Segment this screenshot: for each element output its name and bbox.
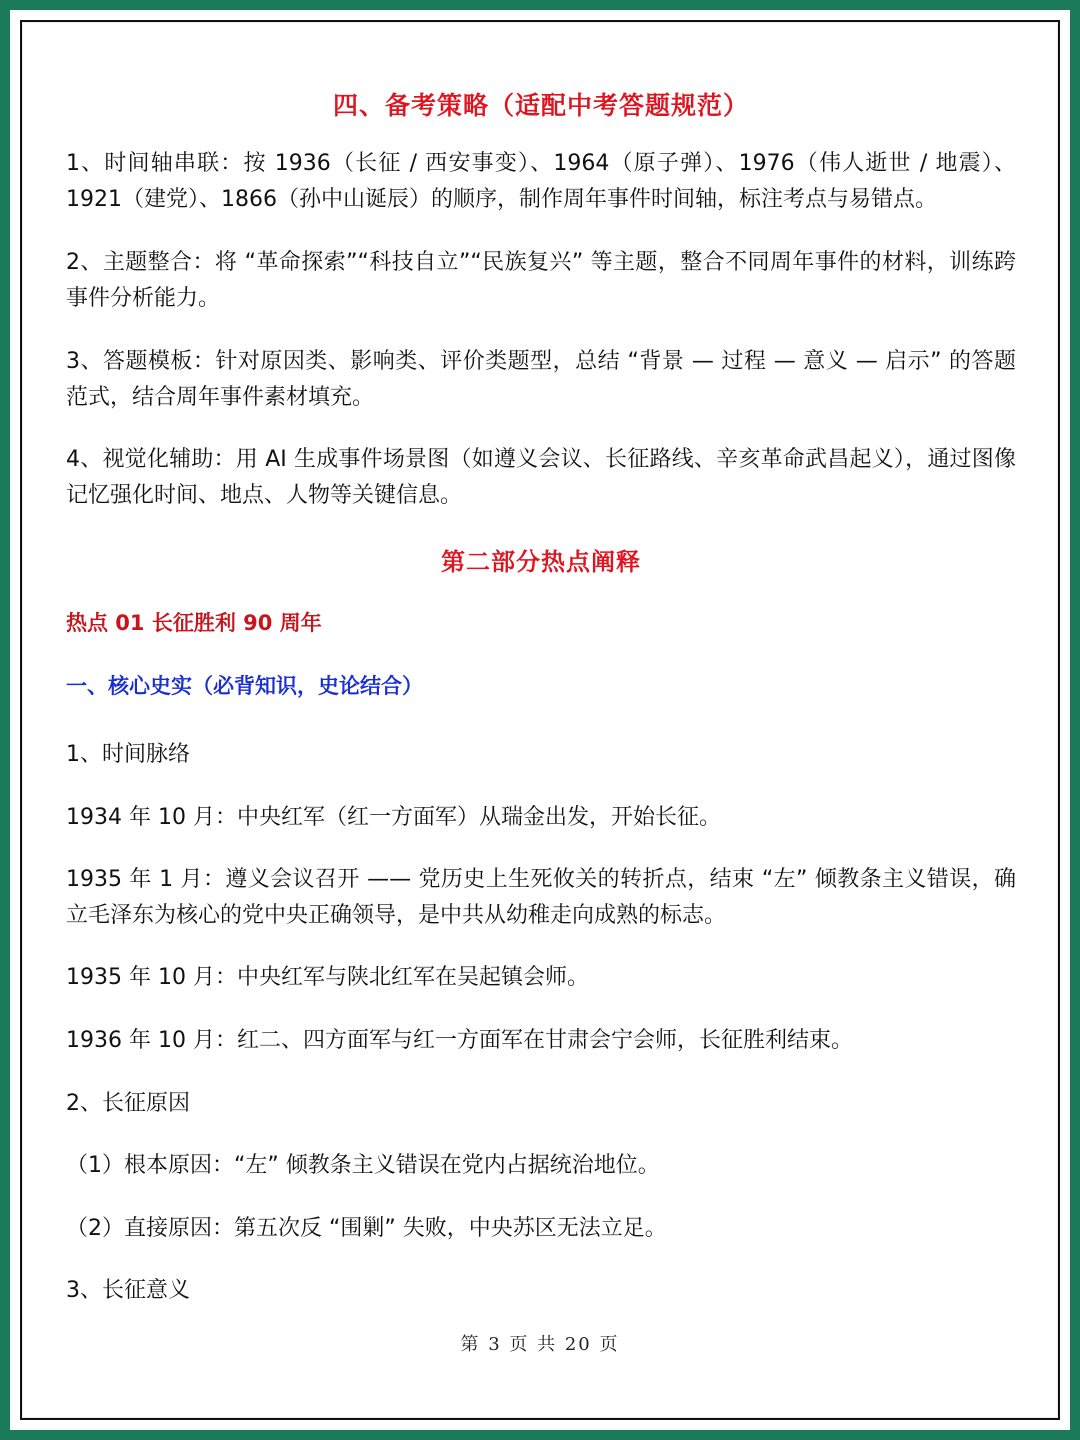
timeline-item-1: 1934 年 10 月：中央红军（红一方面军）从瑞金出发，开始长征。 xyxy=(66,805,721,830)
strategy-item-4: 4、视觉化辅助：用 AI 生成事件场景图（如遵义会议、长征路线、辛亥革命武昌起义），通过图像记忆强化时间、地点、人物等关键信息。 xyxy=(66,447,1016,508)
page-number-footer: 第 3 页 共 20 页 xyxy=(460,1334,620,1355)
reason-item-2: （2）直接原因：第五次反 “围剿” 失败，中央苏区无法立足。 xyxy=(66,1216,667,1241)
hotspot-heading: 热点 01 长征胜利 90 周年 xyxy=(66,611,322,635)
strategy-item-2: 2、主题整合：将 “革命探索”“科技自立”“民族复兴” 等主题，整合不同周年事件的材料，训练跨事件分析能力。 xyxy=(66,250,1016,311)
reason-item-1: （1）根本原因：“左” 倾教条主义错误在党内占据统治地位。 xyxy=(66,1153,660,1178)
timeline-item-2: 1935 年 1 月：遵义会议召开 —— 党历史上生死攸关的转折点，结束 “左” 倾教条主义错误，确立毛泽东为核心的党中央正确领导，是中共从幼稚走向成熟的标志。 xyxy=(66,867,1016,928)
timeline-item-4: 1936 年 10 月：红二、四方面军与红一方面军在甘肃会宁会师，长征胜利结束。 xyxy=(66,1028,853,1053)
timeline-item-3: 1935 年 10 月：中央红军与陕北红军在吴起镇会师。 xyxy=(66,965,589,990)
part2-title: 第二部分热点阐释 xyxy=(441,548,641,576)
core-facts-heading: 一、核心史实（必背知识，史论结合） xyxy=(66,674,423,698)
section4-title: 四、备考策略（适配中考答题规范） xyxy=(332,91,749,120)
reasons-heading: 2、长征原因 xyxy=(66,1091,190,1116)
significance-heading: 3、长征意义 xyxy=(66,1278,190,1303)
page-inner-border xyxy=(20,20,1060,1420)
strategy-item-1: 1、时间轴串联：按 1936（长征 / 西安事变）、1964（原子弹）、1976（伟人逝世 / 地震）、1921（建党）、1866（孙中山诞辰）的顺序，制作周年事件时间轴，标注考点与易错点。 xyxy=(66,151,1016,212)
strategy-item-3: 3、答题模板：针对原因类、影响类、评价类题型，总结 “背景 — 过程 — 意义 — 启示” 的答题范式，结合周年事件素材填充。 xyxy=(66,349,1016,410)
timeline-heading: 1、时间脉络 xyxy=(66,742,190,767)
